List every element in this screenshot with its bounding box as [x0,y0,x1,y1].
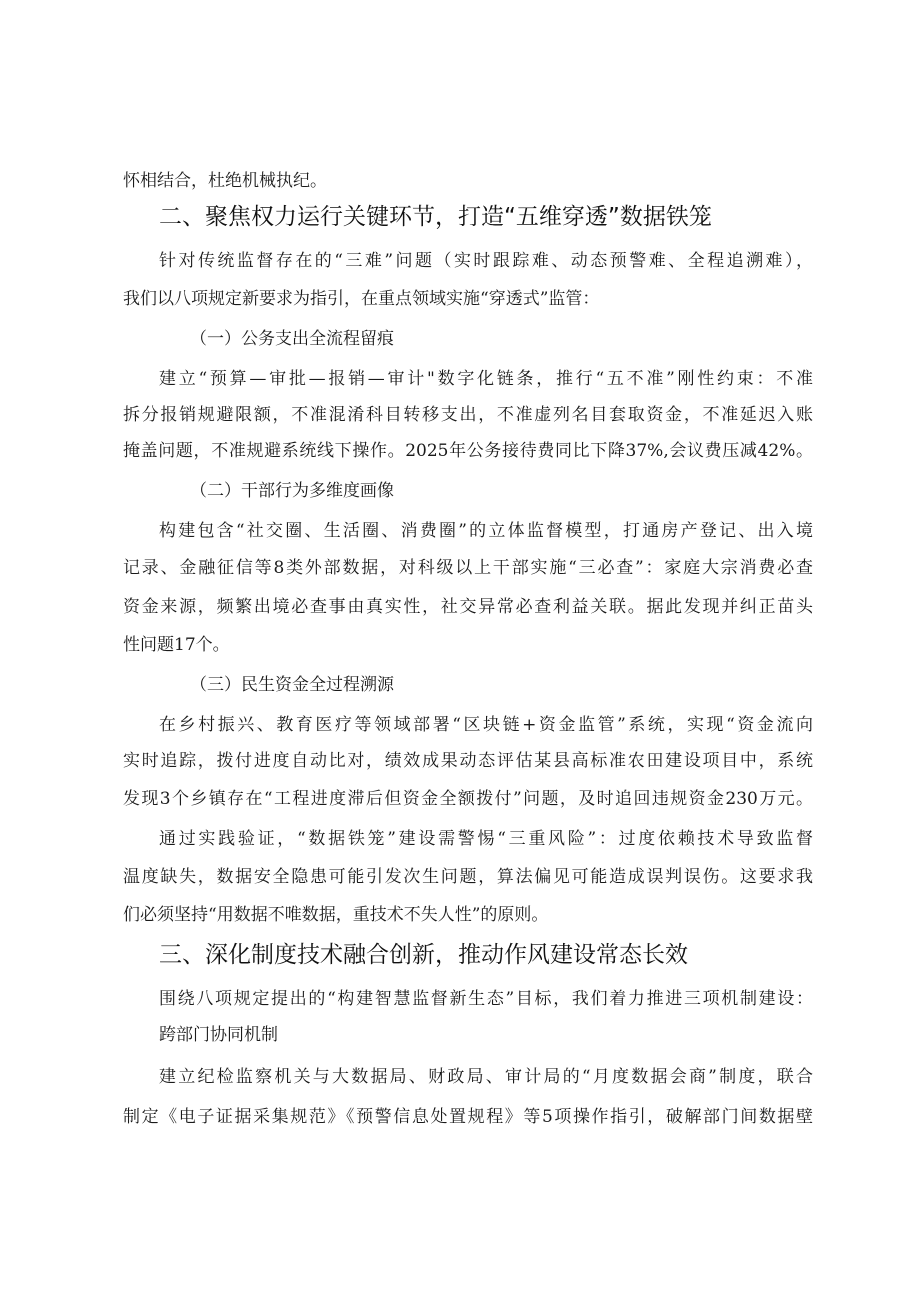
paragraph-line: 性问题17个。 [123,635,230,655]
paragraph-line: 掩盖问题，不准规避系统线下操作。2025年公务接待费同比下降37%,会议费压减42%。 [123,441,813,461]
paragraph-line: 构建包含“社交圈、生活圈、消费圈”的立体监督模型，打通房产登记、出入境 [159,521,813,541]
subsection-title: （三）民生资金全过程溯源 [190,675,394,695]
paragraph-line: 怀相结合，杜绝机械执纪。 [123,171,327,191]
paragraph-line: 温度缺失，数据安全隐患可能引发次生问题，算法偏见可能造成误判误伤。这要求我 [123,867,813,887]
paragraph-line: 围绕八项规定提出的“构建智慧监督新生态”目标，我们着力推进三项机制建设： [159,989,813,1009]
paragraph-line: 拆分报销规避限额，不准混淆科目转移支出，不准虚列名目套取资金，不准延迟入账 [123,405,813,425]
paragraph-line: 通过实践验证，“数据铁笼”建设需警惕“三重风险”：过度依赖技术导致监督 [159,829,813,849]
paragraph-line: 资金来源，频繁出境必查事由真实性，社交异常必查利益关联。据此发现并纠正苗头 [123,597,813,617]
paragraph-line: 建立“预算—审批—报销—审计"数字化链条，推行“五不准”刚性约束：不准 [159,369,813,389]
section-heading: 二、聚焦权力运行关键环节，打造“五维穿透”数据铁笼 [159,204,712,230]
subsection-title: （二）干部行为多维度画像 [190,481,394,501]
paragraph-line: 实时追踪，拨付进度自动比对，绩效成果动态评估某县高标准农田建设项目中，系统 [123,751,813,771]
section-heading: 三、深化制度技术融合创新，推动作风建设常态长效 [159,942,688,968]
paragraph-line: 建立纪检监察机关与大数据局、财政局、审计局的“月度数据会商”制度，联合 [159,1067,813,1087]
paragraph-line: 在乡村振兴、教育医疗等领域部署“区块链+资金监管”系统，实现“资金流向 [159,715,813,735]
subsection-title: （一）公务支出全流程留痕 [190,329,394,349]
paragraph-line: 制定《电子证据采集规范》《预警信息处置规程》等5项操作指引，破解部门间数据壁 [123,1107,813,1127]
paragraph-line: 们必须坚持“用数据不唯数据，重技术不失人性”的原则。 [123,905,549,925]
subsection-title: 跨部门协同机制 [159,1025,278,1045]
paragraph-line: 我们以八项规定新要求为指引，在重点领域实施“穿透式”监管： [123,289,600,309]
paragraph-line: 记录、金融征信等8类外部数据，对科级以上干部实施“三必查”：家庭大宗消费必查 [123,558,813,578]
paragraph-line: 发现3个乡镇存在“工程进度滞后但资金全额拨付”问题，及时追回违规资金230万元。 [123,789,813,809]
paragraph-line: 针对传统监督存在的“三难”问题（实时跟踪难、动态预警难、全程追溯难）， [159,251,813,271]
